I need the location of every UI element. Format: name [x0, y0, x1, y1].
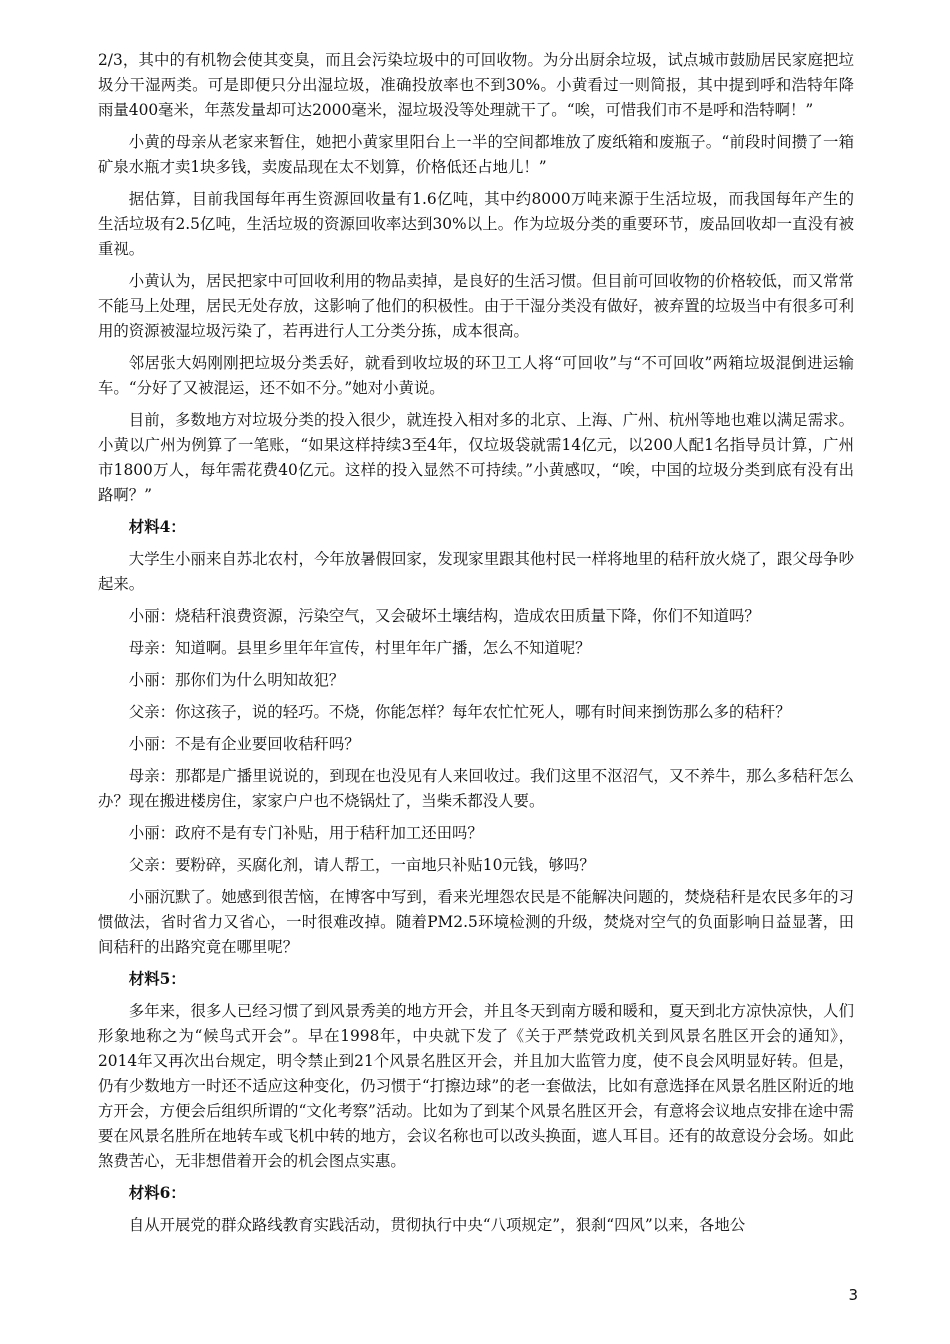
- dialogue-line-5: 小丽：不是有企业要回收秸秆吗？: [128, 735, 360, 753]
- paragraph-5: 邻居张大妈刚刚把垃圾分类丢好，就看到收垃圾的环卫工人将“可回收”与“不可回收”两箱垃圾混倒进运输车。“分好了又被混运，还不如不分。”她对小黄说。: [98, 354, 854, 397]
- dialogue-line-3: 小丽：那你们为什么明知故犯？: [128, 671, 345, 689]
- document-body: [98, 48, 854, 1245]
- dialogue-line-7: 小丽：政府不是有专门补贴，用于秸秆加工还田吗？: [128, 824, 483, 842]
- paragraph-2: 小黄的母亲从老家来暂住，她把小黄家里阳台上一半的空间都堆放了废纸箱和废瓶子。“前段时间攒了一箱矿泉水瓶才卖1块多钱，卖废品现在太不划算，价格低还占地儿！”: [98, 133, 854, 176]
- section-heading-material-4: 材料4：: [128, 518, 186, 536]
- paragraph-4: 小黄认为，居民把家中可回收利用的物品卖掉，是良好的生活习惯。但目前可回收物的价格较低，而又常常不能马上处理，居民无处存放，这影响了他们的积极性。由于干湿分类没有做好，被弃置的垃圾当中有很多可利用的资源被湿垃圾污染了，若再进行人工分类分拣，成本很高。: [98, 272, 854, 340]
- paragraph-7: 大学生小丽来自苏北农村，今年放暑假回家，发现家里跟其他村民一样将地里的秸秆放火烧了，跟父母争吵起来。: [98, 550, 854, 593]
- paragraph-9: 多年来，很多人已经习惯了到风景秀美的地方开会，并且冬天到南方暖和暖和，夏天到北方凉快凉快，人们形象地称之为“候鸟式开会”。早在1998年，中央就下发了《关于严禁党政机关到风景名胜区开会的通知》，2014年又再次出台规定，明令禁止到21个风景名胜区开会，并且加大监管力度，使不良会风明显好转。但是，仍有少数地方一时还不适应这种变化，仍习惯于“打擦边球”的老一套做法，比如有意选择在风景名胜区附近的地方开会，方便会后组织所谓的“文化考察”活动。比如为了到某个风景名胜区开会，有意将会议地点安排在途中需要在风景名胜所在地转车或飞机中转的地方，会议名称也可以改头换面，遮人耳目。还有的故意设分会场。如此煞费苦心，无非想借着开会的机会图点实惠。: [98, 1002, 854, 1170]
- dialogue-line-2: 母亲：知道啊。县里乡里年年宣传，村里年年广播，怎么不知道呢？: [128, 639, 591, 657]
- paragraph-8: 小丽沉默了。她感到很苦恼，在博客中写到，看来光埋怨农民是不能解决问题的，焚烧秸秆是农民多年的习惯做法，省时省力又省心，一时很难改掉。随着PM2.5环境检测的升级，焚烧对空气的负面影响日益显著，田间秸秆的出路究竟在哪里呢？: [98, 888, 854, 956]
- page-number: 3: [848, 1286, 858, 1304]
- paragraph-6: 目前，多数地方对垃圾分类的投入很少，就连投入相对多的北京、上海、广州、杭州等地也难以满足需求。小黄以广州为例算了一笔账，“如果这样持续3至4年，仅垃圾袋就需14亿元，以200人配1名指导员计算，广州市1800万人，每年需花费40亿元。这样的投入显然不可持续。”小黄感叹，“唉，中国的垃圾分类到底有没有出路啊？”: [98, 411, 854, 504]
- dialogue-line-6: 母亲：那都是广播里说说的，到现在也没见有人来回收过。我们这里不沤沼气，又不养牛，那么多秸秆怎么办？现在搬进楼房住，家家户户也不烧锅灶了，当柴禾都没人要。: [98, 767, 854, 810]
- dialogue-line-1: 小丽：烧秸秆浪费资源，污染空气，又会破坏土壤结构，造成农田质量下降，你们不知道吗？: [128, 607, 760, 625]
- dialogue-line-8: 父亲：要粉碎，买腐化剂，请人帮工，一亩地只补贴10元钱，够吗？: [128, 856, 595, 874]
- paragraph-1: 2/3，其中的有机物会使其变臭，而且会污染垃圾中的可回收物。为分出厨余垃圾，试点城市鼓励居民家庭把垃圾分干湿两类。可是即便只分出湿垃圾，准确投放率也不到30%。小黄看过一则简报，其中提到呼和浩特年降雨量400毫米，年蒸发量却可达2000毫米，湿垃圾没等处理就干了。“唉，可惜我们市不是呼和浩特啊！”: [98, 51, 854, 119]
- section-heading-material-6: 材料6：: [128, 1184, 186, 1202]
- paragraph-10: 自从开展党的群众路线教育实践活动，贯彻执行中央“八项规定”，狠刹“四风”以来，各地公: [128, 1216, 746, 1234]
- section-heading-material-5: 材料5：: [128, 970, 186, 988]
- dialogue-line-4: 父亲：你这孩子，说的轻巧。不烧，你能怎样？每年农忙忙死人，哪有时间来捯饬那么多的秸秆？: [128, 703, 791, 721]
- paragraph-3: 据估算，目前我国每年再生资源回收量有1.6亿吨，其中约8000万吨来源于生活垃圾，而我国每年产生的生活垃圾有2.5亿吨，生活垃圾的资源回收率达到30%以上。作为垃圾分类的重要环节，废品回收却一直没有被重视。: [98, 190, 854, 258]
